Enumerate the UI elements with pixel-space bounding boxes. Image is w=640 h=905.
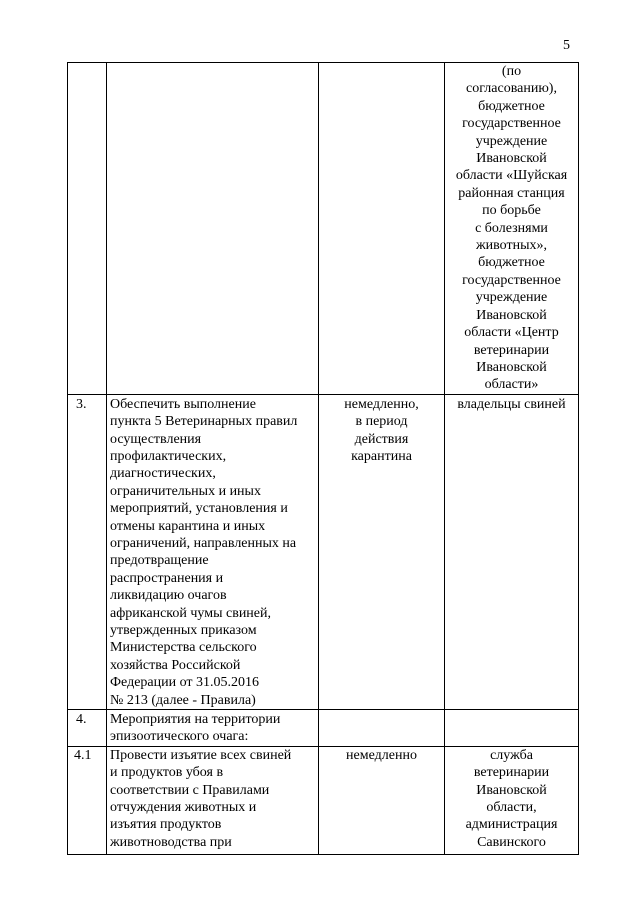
row-number-cell — [68, 746, 107, 854]
responsible-cell — [445, 63, 579, 395]
measure-text-line: эпизоотического очага: — [110, 729, 249, 745]
measure-text-cell — [107, 710, 319, 747]
measure-text-line: осуществления — [110, 431, 202, 447]
table-row — [68, 746, 579, 854]
measure-text-line: хозяйства Российской — [110, 657, 241, 673]
responsible-line: Ивановской — [476, 782, 547, 798]
responsible-line: Савинского — [477, 834, 546, 850]
measure-text-line: Министерства сельского — [110, 640, 257, 656]
measure-text-line: распространения и — [110, 570, 224, 586]
measure-text-line: Провести изъятие всех свиней — [110, 747, 292, 763]
responsible-line: Ивановской — [476, 359, 547, 375]
measure-text-line: африканской чумы свиней, — [110, 605, 272, 621]
term-cell — [319, 394, 445, 709]
responsible-line: бюджетное — [478, 255, 545, 271]
term-cell — [319, 746, 445, 854]
measure-text-line: отмены карантина и иных — [110, 518, 266, 534]
measure-text-line: профилактических, — [110, 448, 227, 464]
row-number-cell — [68, 394, 107, 709]
responsible-line: области» — [484, 377, 539, 393]
measure-text-line: ликвидацию очагов — [110, 588, 227, 604]
responsible-cell — [445, 710, 579, 747]
row-number: 3. — [76, 396, 87, 412]
term-line: немедленно — [346, 747, 417, 763]
measure-text-line: животноводства при — [110, 834, 232, 850]
responsible-line: государственное — [462, 116, 561, 132]
responsible-line: (по — [501, 64, 522, 79]
term-line: карантина — [351, 448, 412, 464]
term-cell — [319, 710, 445, 747]
measure-text-cell — [107, 63, 319, 395]
responsible-line: служба — [490, 747, 533, 763]
responsible-line: Ивановской — [476, 151, 547, 167]
responsible-line: с болезнями — [475, 220, 548, 236]
table-row — [68, 394, 579, 709]
measure-text-line: Мероприятия на территории — [110, 712, 281, 728]
responsible-line: государственное — [462, 272, 561, 288]
responsible-line: администрация — [465, 817, 558, 833]
measure-text-cell — [107, 394, 319, 709]
row-number-cell — [68, 63, 107, 395]
measure-text-line: утвержденных приказом — [110, 623, 257, 638]
responsible-line: области, — [486, 800, 537, 816]
responsible-line: животных», — [475, 238, 547, 254]
measure-text-line: предотвращение — [110, 553, 209, 569]
measure-text-line: мероприятий, установления и — [110, 501, 288, 517]
responsible-line: бюджетное — [478, 98, 545, 114]
responsible-cell — [445, 746, 579, 854]
measure-text-line: пункта 5 Ветеринарных правил — [110, 414, 298, 430]
responsible-line: области «Центр — [464, 325, 559, 341]
page-number: 5 — [563, 38, 570, 53]
responsible-line: ветеринарии — [473, 342, 550, 358]
term-cell — [319, 63, 445, 395]
term-line: в период — [355, 414, 408, 430]
row-number: 4.1 — [74, 747, 92, 763]
measure-text-line: Обеспечить выполнение — [110, 396, 256, 412]
responsible-cell — [445, 394, 579, 709]
row-number-cell — [68, 710, 107, 747]
row-number: 4. — [76, 712, 87, 728]
measure-text-line: Федерации от 31.05.2016 — [110, 675, 260, 691]
responsible-line: по борьбе — [482, 203, 541, 219]
measure-text-line: ограничительных и иных — [110, 483, 261, 499]
measure-text-line: и продуктов убоя в — [110, 765, 224, 781]
term-line: немедленно, — [344, 396, 419, 412]
measure-text-cell — [107, 746, 319, 854]
measure-text-line: отчуждения животных и — [110, 800, 257, 816]
term-line: действия — [354, 431, 409, 447]
measure-text-line: № 213 (далее - Правила) — [110, 692, 256, 708]
measure-text-line: диагностических, — [110, 466, 216, 482]
responsible-line: владельцы свиней — [457, 396, 566, 412]
table-row — [68, 63, 579, 395]
responsible-line: учреждение — [475, 133, 548, 149]
responsible-line: согласованию), — [466, 81, 557, 97]
table-row — [68, 710, 579, 747]
measure-text-line: ограничений, направленных на — [110, 535, 297, 551]
responsible-line: районная станция — [458, 185, 565, 201]
measure-text-line: изъятия продуктов — [110, 817, 222, 833]
responsible-line: Ивановской — [476, 307, 547, 323]
measures-table — [67, 62, 579, 855]
responsible-line: ветеринарии — [473, 765, 550, 781]
responsible-line: учреждение — [475, 290, 548, 306]
measure-text-line: соответствии с Правилами — [110, 782, 270, 798]
responsible-line: области «Шуйская — [455, 168, 568, 184]
